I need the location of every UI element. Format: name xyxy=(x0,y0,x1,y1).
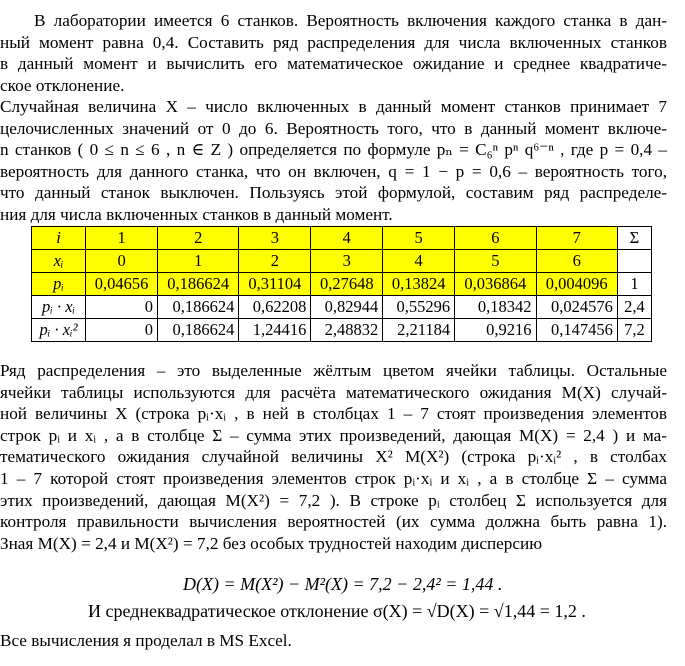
intro-line: целочисленных значений от 0 до 6. Вероятность того, что в данный момент включе- xyxy=(0,118,667,138)
table-cell: 0 xyxy=(86,296,158,319)
table-cell: 1 xyxy=(158,250,239,273)
row-label: pᵢ · xᵢ² xyxy=(32,319,86,342)
dispersion-formula: D(X) = M(X²) − M²(X) = 7,2 − 2,4² = 1,44 . xyxy=(183,574,503,594)
problem-line: ный момент равна 0,4. Составить ряд распределения для числа включенных станков xyxy=(0,32,667,52)
table-cell: 4 xyxy=(311,227,383,250)
table-cell: 0 xyxy=(86,250,158,273)
row-label: i xyxy=(32,227,86,250)
table-cell: 0,036864 xyxy=(455,273,536,296)
table-cell: 2,21184 xyxy=(383,319,455,342)
table-cell: 0,9216 xyxy=(455,319,536,342)
footer-note: Все вычисления я проделал в MS Excel. xyxy=(0,631,292,650)
explanation-line: строк pᵢ и xᵢ , а в столбце Σ – сумма этих произведений, дающая M(X) = 2,4 ) и ма- xyxy=(0,425,667,445)
sum-cell xyxy=(617,250,651,273)
table-cell: 0,004096 xyxy=(536,273,617,296)
explanation xyxy=(0,360,667,554)
intro-line: вероятность для данного станка, что он включен, q = 1 − p = 0,6 – вероятность того, xyxy=(0,161,667,181)
sum-cell: Σ xyxy=(617,227,651,250)
table-cell: 1 xyxy=(86,227,158,250)
solution-intro xyxy=(0,96,667,226)
table-row xyxy=(32,273,652,296)
table-row xyxy=(32,296,652,319)
table-cell: 7 xyxy=(536,227,617,250)
table-row xyxy=(32,227,652,250)
table-cell: 0,186624 xyxy=(158,296,239,319)
table-cell: 6 xyxy=(536,250,617,273)
table-cell: 0,31104 xyxy=(239,273,311,296)
explanation-line: контроля правильности вычисления вероятностей (их сумма должна быть равна 1). xyxy=(0,512,667,532)
table-cell: 0,27648 xyxy=(311,273,383,296)
explanation-line: Ряд распределения – это выделенные жёлтым цветом ячейки таблицы. Остальные xyxy=(0,361,667,380)
table-cell: 0,147456 xyxy=(536,319,617,342)
table-cell: 2,48832 xyxy=(311,319,383,342)
problem-statement xyxy=(0,10,667,96)
table-cell: 0,82944 xyxy=(311,296,383,319)
table-cell: 4 xyxy=(383,250,455,273)
table-cell: 0 xyxy=(86,319,158,342)
intro-line: Случайная величина X – число включенных в данный момент станков принимает 7 xyxy=(0,97,667,116)
distribution-table xyxy=(31,226,652,342)
sum-cell: 1 xyxy=(617,273,651,296)
table-cell: 0,024576 xyxy=(536,296,617,319)
table-cell: 0,18342 xyxy=(455,296,536,319)
problem-line: в данный момент и вычислить его математическое ожидание и среднее квадратиче- xyxy=(0,54,667,74)
intro-line: ния для числа включенных станков в данный момент. xyxy=(0,204,393,224)
explanation-line: ячейки таблицы используются для расчёта математического ожидания M(X) случай- xyxy=(0,382,667,402)
table-row xyxy=(32,250,652,273)
table-cell: 2 xyxy=(158,227,239,250)
table-cell: 3 xyxy=(239,227,311,250)
table-cell: 5 xyxy=(455,250,536,273)
row-label: pᵢ · xᵢ xyxy=(32,296,86,319)
row-label: pᵢ xyxy=(32,273,86,296)
table-cell: 0,186624 xyxy=(158,273,239,296)
row-label: xᵢ xyxy=(32,250,86,273)
table-cell: 0,13824 xyxy=(383,273,455,296)
table-cell: 0,04656 xyxy=(86,273,158,296)
table-cell: 2 xyxy=(239,250,311,273)
table-cell: 6 xyxy=(455,227,536,250)
intro-line: что данный станок выключен. Пользуясь этой формулой, составим ряд распределе- xyxy=(0,183,667,203)
explanation-line: 1 – 7 которой стоят произведения элементов строк pᵢ·xᵢ и xᵢ , а в столбце Σ – сумма xyxy=(0,468,667,488)
explanation-line: этих произведений, дающая M(X²) = 7,2 ). В строке pᵢ столбец Σ используется для xyxy=(0,490,667,510)
explanation-line: тематического ожидания случайной величины X² M(X²) (строка pᵢ·xᵢ² , в столбах xyxy=(0,447,667,467)
explanation-line: Зная M(X) = 2,4 и M(X²) = 7,2 без особых трудностей находим дисперсию xyxy=(0,533,543,553)
table-row xyxy=(32,319,652,342)
deviation-formula: И среднеквадратическое отклонение σ(X) = √D(X) = √1,44 = 1,2 . xyxy=(88,601,586,621)
sum-cell: 7,2 xyxy=(617,319,651,342)
table-cell: 5 xyxy=(383,227,455,250)
problem-line: В лаборатории имеется 6 станков. Вероятность включения каждого станка в дан- xyxy=(34,11,667,30)
table-cell: 1,24416 xyxy=(239,319,311,342)
explanation-line: ной величины X (строка pᵢ·xᵢ , в ней в столбцах 1 – 7 стоят произведения элементов xyxy=(0,404,667,424)
intro-line: n станков ( 0 ≤ n ≤ 6 , n ∈ Z ) определяется по формуле pₙ = C₆ⁿ pⁿ q⁶⁻ⁿ , где p = 0,4 – xyxy=(0,140,667,160)
problem-line: ское отклонение. xyxy=(0,75,125,95)
table-cell: 0,55296 xyxy=(383,296,455,319)
table-cell: 0,62208 xyxy=(239,296,311,319)
sum-cell: 2,4 xyxy=(617,296,651,319)
table-cell: 0,186624 xyxy=(158,319,239,342)
table-cell: 3 xyxy=(311,250,383,273)
